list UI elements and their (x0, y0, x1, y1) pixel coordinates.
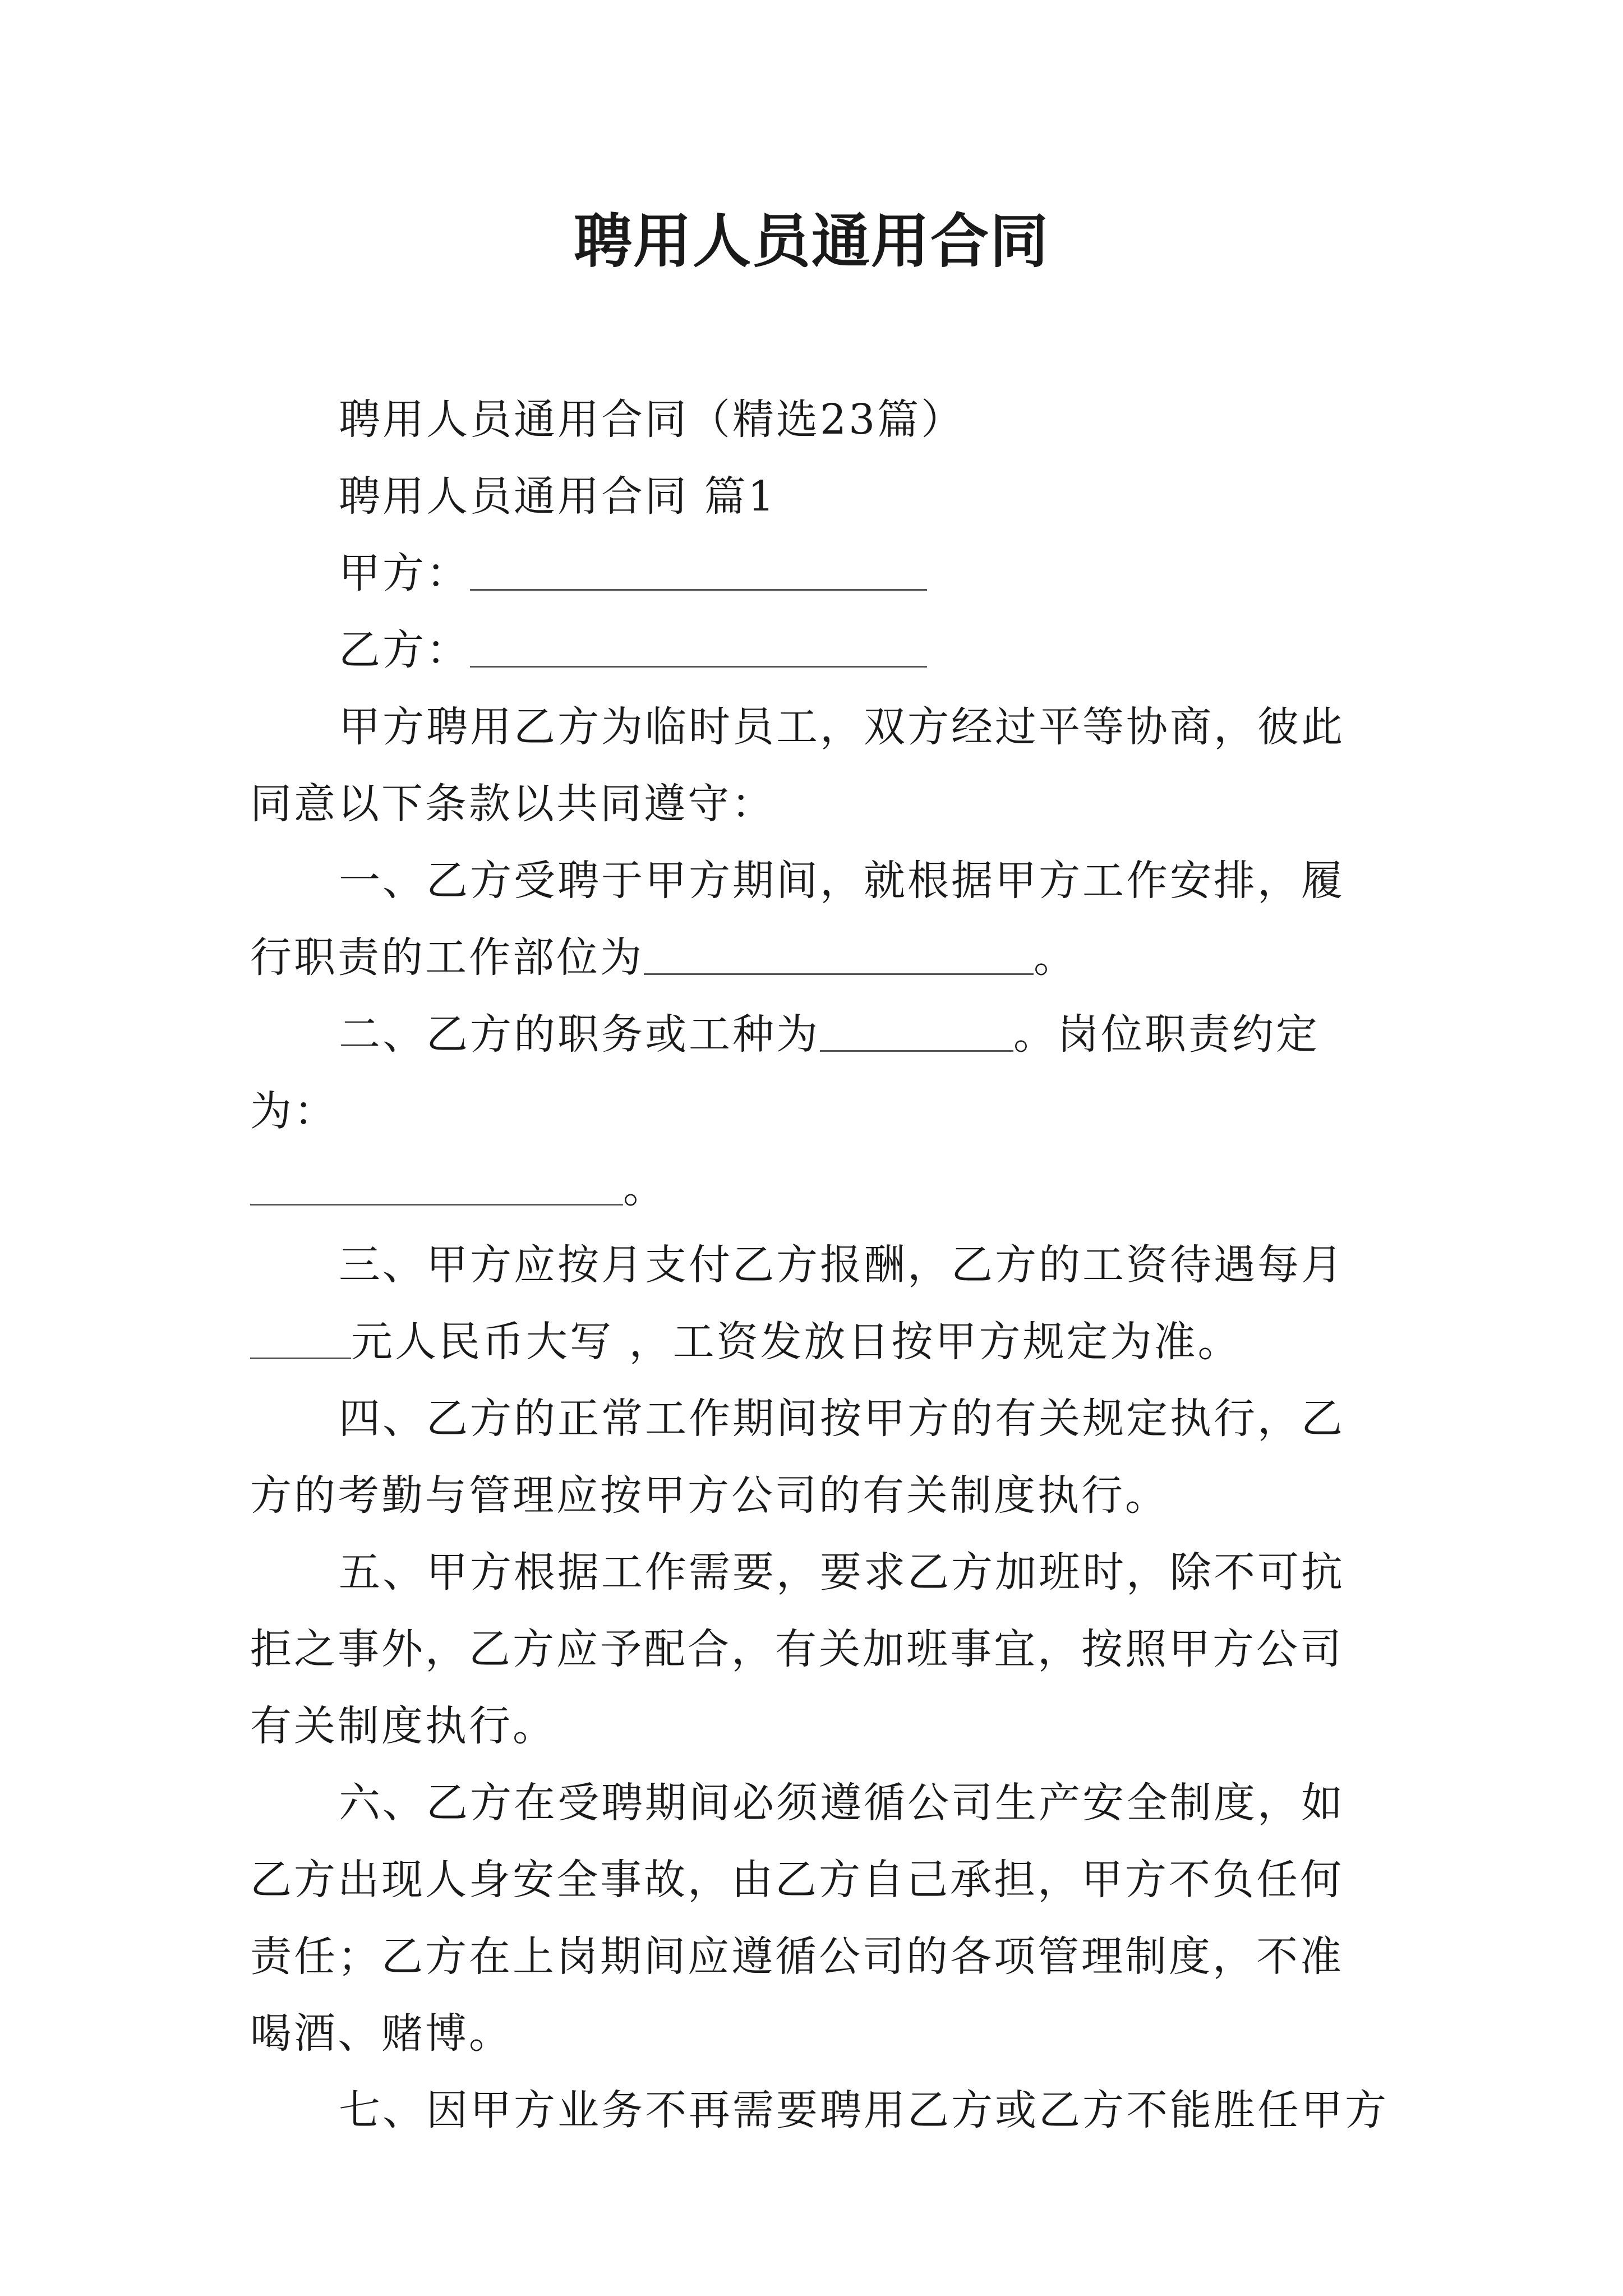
duty-blank (250, 1163, 623, 1205)
document-title: 聘用人员通用合同 (573, 206, 1049, 275)
work-position-blank (644, 933, 1034, 975)
party-b-line (250, 612, 1383, 689)
clause-6: 六、乙方在受聘期间必须遵循公司生产安全制度，如乙方出现人身安全事故，由乙方自己承担，甲方不负任何责任；乙方在上岗期间应遵循公司的各项管理制度，不准喝酒、赌博。 (250, 1779, 1345, 2058)
clause-2 (250, 996, 1383, 1150)
party-b-blank (470, 625, 927, 668)
party-a-blank (470, 549, 927, 591)
job-title-blank (820, 1010, 1013, 1052)
salary-blank (250, 1317, 351, 1359)
party-b-label: 乙方： (339, 626, 470, 674)
party-a-label: 甲方： (339, 549, 470, 597)
clause-7: 七、因甲方业务不再需要聘用乙方或乙方不能胜任甲方 (339, 2086, 1389, 2134)
subtitle: 聘用人员通用合同（精选23篇） (339, 395, 965, 444)
document-body (250, 381, 1389, 2149)
clause-1 (250, 843, 1383, 996)
clause-1-text: 一、乙方受聘于甲方期间，就根据甲方工作安排，履行职责的工作部位为 (250, 857, 1345, 982)
clause-3: 三、甲方应按月支付乙方报酬，乙方的工资待遇每月 (339, 1241, 1345, 1289)
clause-2-end: 。 (623, 1164, 667, 1212)
party-a-line (250, 535, 1383, 612)
clause-4: 四、乙方的正常工作期间按甲方的有关规定执行，乙方的考勤与管理应按甲方公司的有关制度执行。 (250, 1395, 1345, 1520)
clause-2-mid: 。岗位职责约定为： (250, 1010, 1320, 1135)
clause-3-cont (250, 1304, 1383, 1381)
clause-1-end: 。 (1034, 933, 1077, 982)
clause-5: 五、甲方根据工作需要，要求乙方加班时，除不可抗拒之事外，乙方应予配合，有关加班事宜，按照甲方公司有关制度执行。 (250, 1548, 1345, 1750)
section-heading: 聘用人员通用合同 篇1 (339, 472, 777, 521)
clause-3-end: 元人民币大写 ，工资发放日按甲方规定为准。 (351, 1318, 1242, 1366)
clause-2-text: 二、乙方的职务或工种为 (339, 1010, 820, 1059)
clause-2-cont (250, 1150, 1383, 1227)
intro-paragraph: 甲方聘用乙方为临时员工，双方经过平等协商，彼此同意以下条款以共同遵守： (250, 703, 1345, 828)
